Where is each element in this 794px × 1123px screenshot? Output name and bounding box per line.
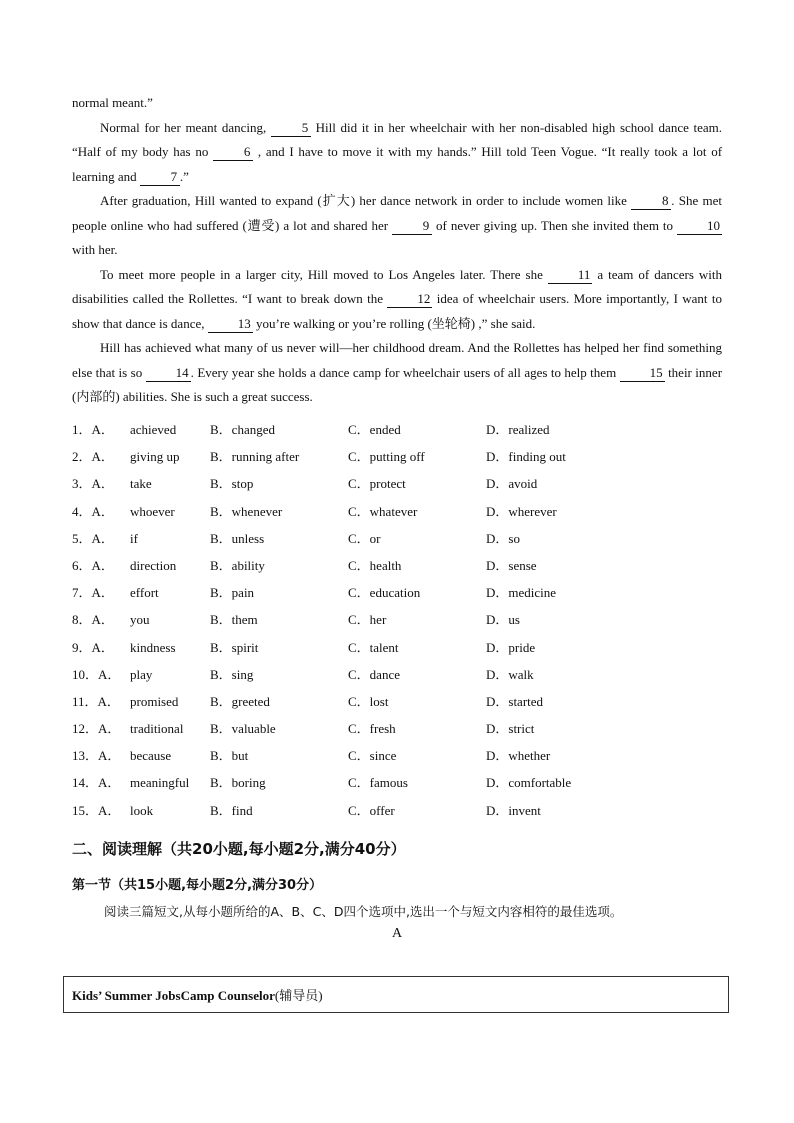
blank-10: 10 <box>677 218 722 235</box>
option-d: D．sense <box>486 557 537 573</box>
passage-a-box <box>63 976 729 1013</box>
option-d: D．pride <box>486 639 536 655</box>
passage-text: After graduation, Hill wanted to expand (扩大) her dance network in order to include women like <box>100 193 627 208</box>
question-number: 6．A． <box>72 557 114 573</box>
option-a: achieved <box>130 422 177 437</box>
passage-text: you’re walking or you’re rolling (坐轮椅) ,” she said. <box>255 315 536 331</box>
option-b: B．but <box>210 748 249 764</box>
question-number: 7．A． <box>72 585 114 601</box>
answer-options-list <box>72 420 752 828</box>
option-c: C．her <box>348 612 387 628</box>
option-d: D．realized <box>486 422 550 437</box>
question-number: 8．A． <box>72 612 114 628</box>
option-b: B．valuable <box>210 721 276 737</box>
question-number: 11．A． <box>72 693 120 709</box>
passage-paragraph-4 <box>72 336 722 410</box>
option-a: promised <box>130 693 179 709</box>
section-heading: 二、阅读理解（共20小题,每小题2分,满分40分） <box>72 840 406 858</box>
option-b: B．changed <box>210 422 275 437</box>
option-d: D．invent <box>486 802 541 818</box>
passage-text: Hill did it in her wheelchair with her non-disabled high school dance team. “Half of my body has no <box>72 119 723 159</box>
option-a: whoever <box>130 503 175 519</box>
option-a: because <box>130 748 172 764</box>
option-d: D．walk <box>486 666 534 682</box>
option-a: kindness <box>130 639 176 655</box>
option-b: B．unless <box>210 530 265 546</box>
question-row <box>72 692 752 719</box>
option-c: C．health <box>348 557 402 573</box>
question-row <box>72 665 752 692</box>
question-number: 1．A． <box>72 422 114 437</box>
question-row <box>72 474 752 501</box>
passage-text: with her. <box>72 242 118 257</box>
option-b: B．running after <box>210 449 300 465</box>
question-row <box>72 773 752 800</box>
blank-8: 8 <box>631 193 671 210</box>
option-d: D．finding out <box>486 449 566 465</box>
passage-text: idea of wheelchair users. More importantly, I want to show that dance is dance, <box>72 291 722 331</box>
passage-text: a team of dancers with disabilities called the Rollettes. “I want to break down the <box>72 266 722 306</box>
subsection-heading: 第一节（共15小题,每小题2分,满分30分） <box>72 878 323 893</box>
passage-paragraph-1 <box>72 116 722 190</box>
question-row <box>72 420 752 447</box>
option-a: play <box>130 666 153 682</box>
question-number: 5．A． <box>72 530 114 546</box>
option-a: look <box>130 802 154 818</box>
option-d: D．medicine <box>486 585 557 601</box>
question-number: 3．A． <box>72 476 114 492</box>
blank-7: 7 <box>140 169 180 186</box>
option-d: D．comfortable <box>486 775 572 791</box>
question-number: 12．A． <box>72 721 121 737</box>
passage-label: A <box>391 926 403 941</box>
option-a: meaningful <box>130 775 190 791</box>
option-c: C．fresh <box>348 721 396 737</box>
option-c: C．since <box>348 748 397 764</box>
question-number: 14．A． <box>72 775 121 791</box>
question-row <box>72 529 752 556</box>
option-b: B．boring <box>210 775 266 791</box>
instructions: 阅读三篇短文,从每小题所给的A、B、C、D四个选项中,选出一个与短文内容相符的最佳选项。 <box>104 904 623 919</box>
passage-text: .” <box>179 168 189 184</box>
passage-text: Hill has achieved what many of us never will—her childhood dream. And the Rollettes has helped her find something else that is so <box>72 340 722 380</box>
passage-text: their inner (内部的) abilities. She is such a great success. <box>72 364 723 404</box>
option-c: C．famous <box>348 775 408 791</box>
question-row <box>72 719 752 746</box>
option-d: D．avoid <box>486 476 538 492</box>
question-row <box>72 502 752 529</box>
option-a: giving up <box>130 449 180 465</box>
blank-14: 14 <box>146 365 191 382</box>
question-row <box>72 447 752 474</box>
option-c: C．talent <box>348 639 399 655</box>
option-c: C．protect <box>348 476 406 492</box>
option-d: D．started <box>486 693 544 709</box>
option-b: B．greeted <box>210 693 270 709</box>
box-title-note: (辅导员) <box>274 988 323 1003</box>
passage-text: To meet more people in a larger city, Hill moved to Los Angeles later. There she <box>100 266 543 282</box>
option-b: B．ability <box>210 557 265 573</box>
option-c: C．lost <box>348 693 389 709</box>
option-d: D．strict <box>486 721 535 737</box>
option-b: B．pain <box>210 585 255 601</box>
option-b: B．find <box>210 802 253 818</box>
option-c: C．or <box>348 530 381 546</box>
blank-12: 12 <box>387 291 432 308</box>
cloze-passage <box>72 91 722 410</box>
passage-text: Normal for her meant dancing, <box>100 119 267 135</box>
blank-13: 13 <box>208 316 253 333</box>
passage-paragraph-3 <box>72 263 722 337</box>
option-b: B．stop <box>210 476 254 492</box>
option-b: B．spirit <box>210 639 259 655</box>
blank-15: 15 <box>620 365 665 382</box>
option-d: D．wherever <box>486 503 557 519</box>
option-a: you <box>130 612 150 628</box>
option-c: C．offer <box>348 802 395 818</box>
question-number: 15．A． <box>72 802 121 818</box>
option-b: B．them <box>210 612 258 628</box>
passage-line <box>72 91 722 116</box>
question-row <box>72 638 752 665</box>
passage-text: . Every year she holds a dance camp for wheelchair users of all ages to help them <box>190 364 617 380</box>
box-title-bold: Kids’ Summer JobsCamp Counselor <box>72 988 275 1003</box>
option-c: C．whatever <box>348 503 418 519</box>
passage-text: of never giving up. Then she invited them to <box>436 217 674 233</box>
passage-text: normal meant.” <box>72 95 153 110</box>
option-c: C．ended <box>348 422 401 437</box>
question-number: 2．A． <box>72 449 114 465</box>
option-a: traditional <box>130 721 184 737</box>
question-number: 13．A． <box>72 748 121 764</box>
option-b: B．sing <box>210 666 254 682</box>
question-row <box>72 801 752 828</box>
blank-11: 11 <box>548 267 593 284</box>
passage-text: , and I have to move it with my hands.” Hill told Teen Vogue. “It really took a lot of learning and <box>72 144 723 184</box>
passage-text: . She met people online who had suffered (遭受) a lot and shared her <box>72 193 722 233</box>
option-c: C．putting off <box>348 449 425 465</box>
option-a: direction <box>130 557 177 573</box>
option-c: C．education <box>348 585 421 601</box>
option-d: D．us <box>486 612 520 628</box>
question-row <box>72 746 752 773</box>
question-number: 4．A． <box>72 503 114 519</box>
question-number: 9．A． <box>72 639 114 655</box>
option-c: C．dance <box>348 666 400 682</box>
option-a: take <box>130 476 152 492</box>
question-row <box>72 610 752 637</box>
box-title <box>72 985 323 1004</box>
blank-5: 5 <box>271 120 311 137</box>
passage-paragraph-2 <box>72 189 722 263</box>
option-a: if <box>130 530 138 546</box>
question-row <box>72 556 752 583</box>
blank-9: 9 <box>392 218 432 235</box>
question-number: 10．A． <box>72 666 121 682</box>
option-b: B．whenever <box>210 503 283 519</box>
option-a: effort <box>130 585 159 601</box>
option-d: D．so <box>486 530 520 546</box>
question-row <box>72 583 752 610</box>
option-d: D．whether <box>486 748 551 764</box>
blank-6: 6 <box>213 144 253 161</box>
